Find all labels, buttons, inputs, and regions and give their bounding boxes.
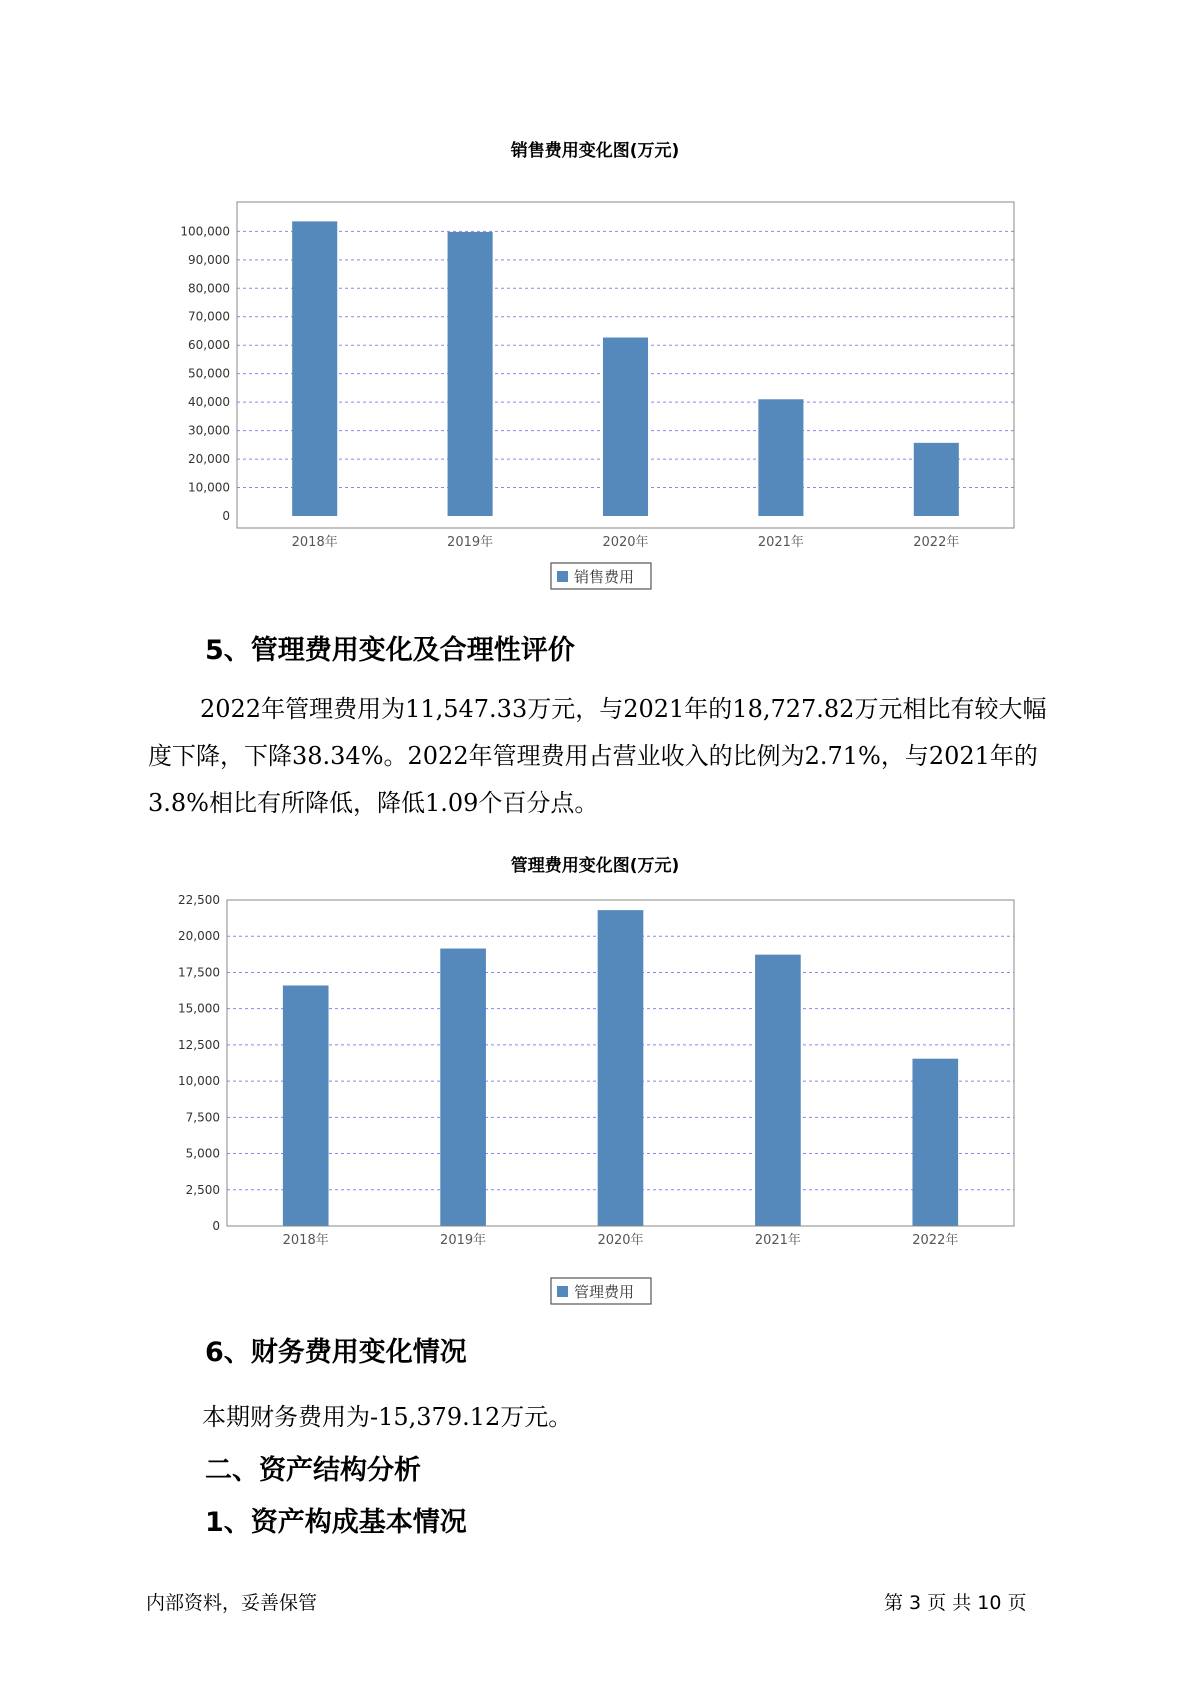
chart-title: 销售费用变化图(万元) [510, 141, 680, 161]
y-tick-label: 10,000 [188, 480, 230, 495]
x-tick-label: 2018年 [282, 1233, 329, 1248]
admin-expense-chart-svg [0, 845, 1191, 1315]
x-tick-label: 2022年 [912, 1233, 959, 1248]
part-heading: 二、资产结构分析 [205, 1455, 421, 1486]
y-tick-label: 20,000 [178, 929, 220, 944]
y-tick-label: 50,000 [188, 366, 230, 381]
y-tick-label: 5,000 [185, 1146, 220, 1161]
chart-legend [551, 1278, 651, 1304]
chart-title: 管理费用变化图(万元) [510, 856, 680, 876]
bar [603, 338, 648, 516]
page-number: 第 3 页 共 10 页 [884, 1592, 1027, 1614]
y-tick-label: 7,500 [185, 1110, 220, 1125]
section-paragraph: 本期财务费用为-15,379.12万元。 [202, 1403, 573, 1431]
x-tick-label: 2021年 [754, 1233, 801, 1248]
x-tick-label: 2020年 [602, 535, 649, 550]
x-tick-label: 2019年 [440, 1233, 487, 1248]
bar [914, 443, 959, 516]
y-tick-label: 20,000 [188, 452, 230, 467]
y-tick-label: 2,500 [185, 1182, 220, 1197]
x-tick-label: 2020年 [597, 1233, 644, 1248]
admin-expense-chart [0, 845, 1191, 1315]
section-heading: 6、财务费用变化情况 [205, 1337, 467, 1368]
bar [283, 985, 329, 1226]
y-tick-label: 10,000 [178, 1074, 220, 1089]
paragraph-text: 2022年管理费用为11,547.33万元，与2021年的18,727.82万元相比有较大幅度下降，下降38.34%。2022年管理费用占营业收入的比例为2.71%，与2021年的3.8%相比有所降低，降低1.09个百分点。 [148, 695, 1047, 817]
bar [598, 910, 644, 1226]
y-tick-label: 12,500 [178, 1037, 220, 1052]
y-tick-label: 80,000 [188, 281, 230, 296]
y-tick-label: 100,000 [180, 224, 230, 239]
x-tick-label: 2019年 [447, 535, 494, 550]
legend-swatch [557, 571, 568, 582]
y-tick-label: 90,000 [188, 252, 230, 267]
footer-confidential: 内部资料，妥善保管 [146, 1592, 318, 1614]
y-tick-label: 15,000 [178, 1001, 220, 1016]
y-tick-label: 60,000 [188, 338, 230, 353]
bar [912, 1059, 958, 1226]
bar [448, 232, 493, 516]
y-tick-label: 70,000 [188, 309, 230, 324]
y-tick-label: 17,500 [178, 965, 220, 980]
sales-expense-chart-svg [0, 130, 1191, 600]
legend-label: 销售费用 [574, 568, 635, 586]
y-tick-label: 40,000 [188, 395, 230, 410]
section-paragraph [148, 686, 1048, 827]
x-tick-label: 2021年 [757, 535, 804, 550]
y-tick-label: 0 [222, 509, 230, 523]
bar [440, 949, 486, 1226]
section-heading: 5、管理费用变化及合理性评价 [205, 635, 575, 666]
legend-label: 管理费用 [574, 1283, 635, 1301]
y-tick-label: 22,500 [178, 893, 220, 907]
sub-heading: 1、资产构成基本情况 [205, 1507, 467, 1538]
y-tick-label: 30,000 [188, 423, 230, 438]
bar [755, 955, 801, 1226]
y-tick-label: 0 [212, 1219, 220, 1233]
bar [758, 399, 803, 516]
legend-swatch [557, 1286, 568, 1297]
x-tick-label: 2022年 [913, 535, 960, 550]
x-tick-label: 2018年 [291, 535, 338, 550]
sales-expense-chart [0, 130, 1191, 600]
bar [292, 221, 337, 516]
chart-legend [551, 563, 651, 589]
